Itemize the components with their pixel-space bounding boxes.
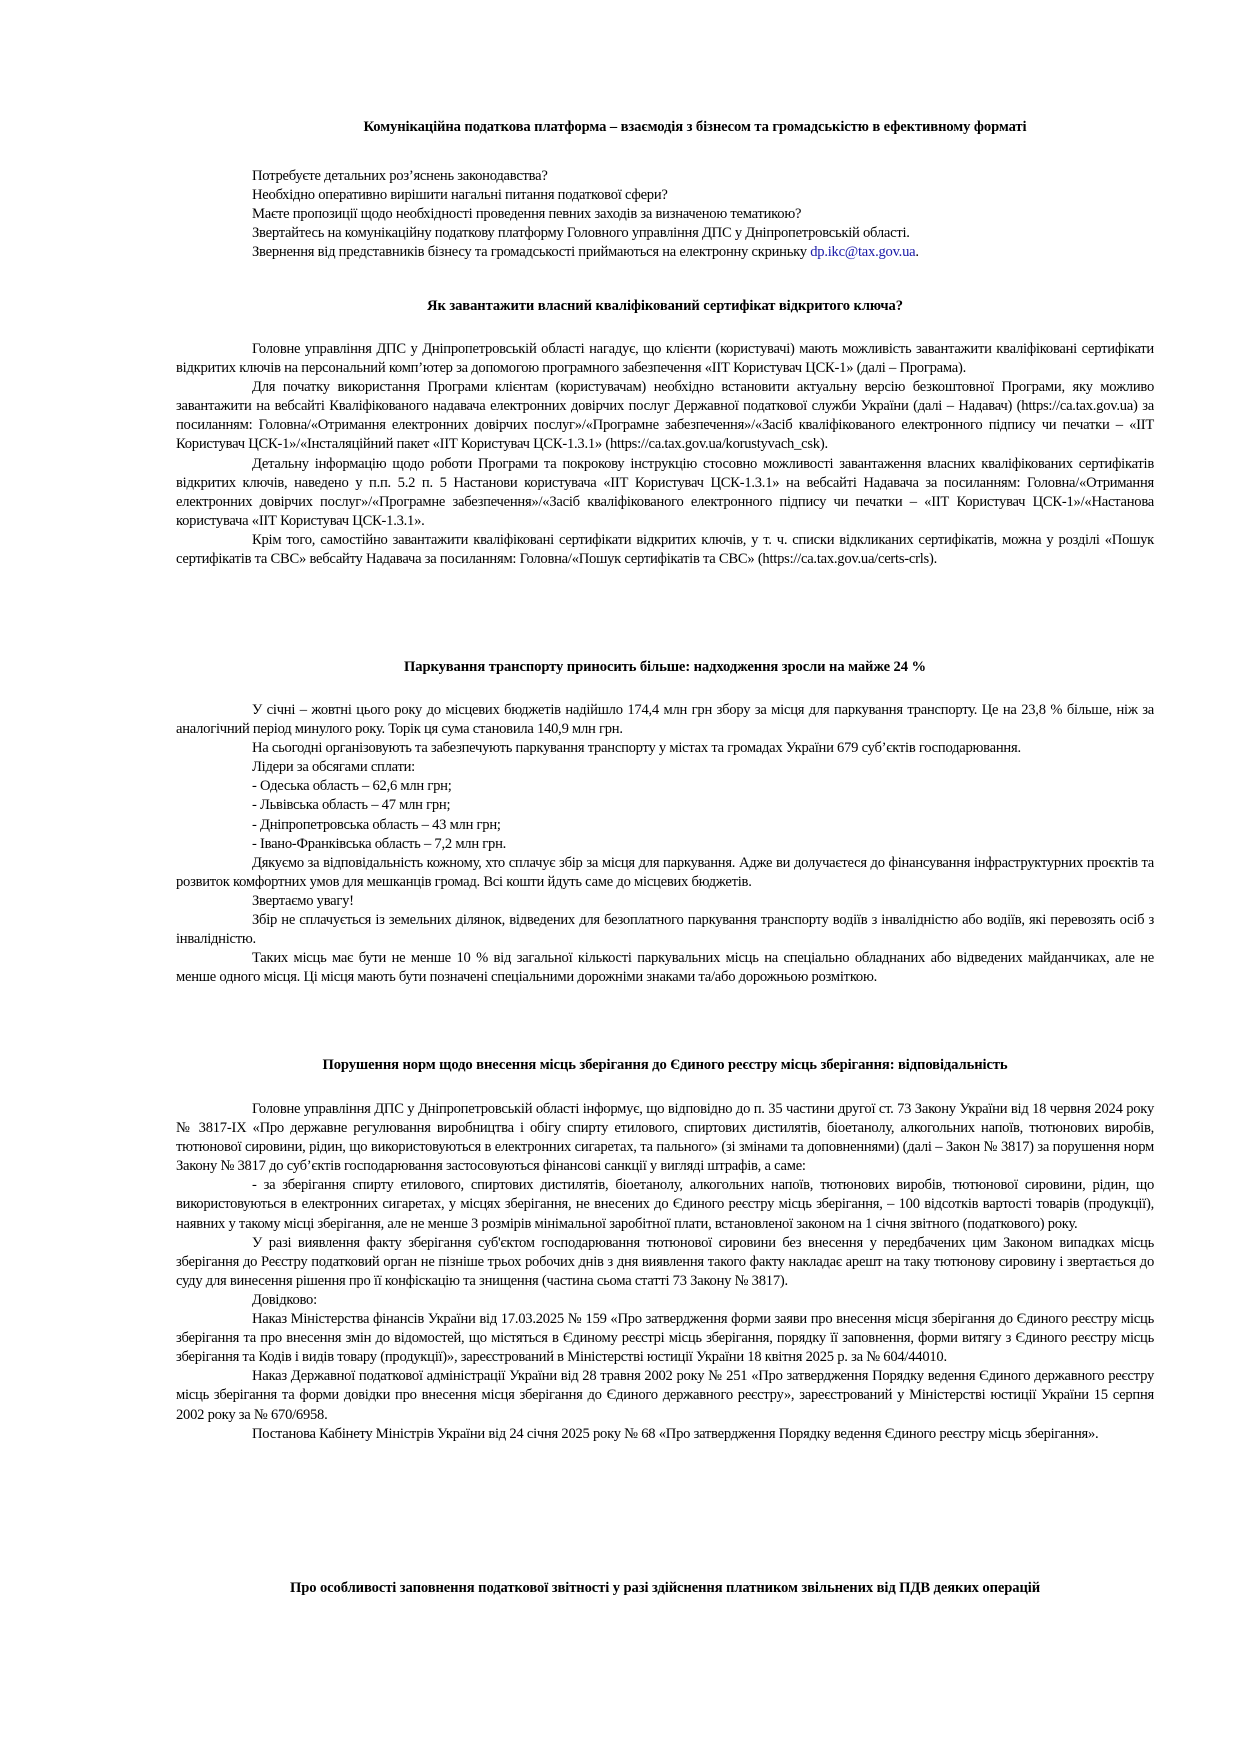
paragraph: Таких місць має бути не менше 10 % від загальної кількості паркувальних місць на спеціально обладнаних або відведених майданчиках, але не менше одного місця. Ці місця мають бути позначені спеціальними дорожніми знаками та/або дорожньою розміткою. — [176, 950, 1154, 986]
paragraph: - за зберігання спирту етилового, спиртових дистилятів, біоетанолу, алкогольних напоїв, тютюнових виробів, тютюнової сировини, рідин, що використовуються в електронних сигаретах, у місцях зберігання, не внесених до Єдиного реєстру місць зберігання, – 100 відсотків вартості товарів (продукції), наявних у такому місці зберігання, але не менше 3 розмірів мінімальної заробітної плати, встановленої законом на 1 січня звітного (податкового) року. — [176, 1177, 1154, 1232]
section-body-storage — [176, 1100, 1154, 1444]
leader-item: - Львівська область – 47 млн грн; — [252, 797, 451, 814]
paragraph: Для початку використання Програми клієнтам (користувачам) необхідно встановити актуальну версію безкоштовної Програми, яку можливо завантажити на вебсайті Кваліфікованого надавача електронних довірчих послуг Державної податкової служби України (далі – Надавач) (https://ca.tax.gov.ua) за посиланням: Головна/«Отримання електронних довірчих послуг»/«Програмне забезпечення»/«Засіб кваліфікованого електронного підпису чи печатки – «ІІТ Користувач ЦСК-1»/«Інсталяційний пакет «ІІТ Користувач ЦСК-1.3.1» (https://ca.tax.gov.ua/korustyvach_csk). — [176, 379, 1154, 453]
platform-intro — [176, 167, 1154, 262]
paragraph: Головне управління ДПС у Дніпропетровській області нагадує, що клієнти (користувачі) мають можливість завантажити кваліфіковані сертифікати відкритих ключів на персональний комп’ютер за допомогою програмного забезпечення «ІІТ Користувач ЦСК-1» (далі – Програма). — [176, 341, 1154, 377]
email-suffix: . — [915, 244, 919, 261]
leaders-label: Лідери за обсягами сплати: — [252, 759, 415, 776]
email-prefix: Звернення від представників бізнесу та громадськості приймаються на електронну скриньку — [252, 244, 811, 261]
paragraph: Наказ Державної податкової адміністрації України від 28 травня 2002 року № 251 «Про затвердження Порядку ведення Єдиного державного реєстру місць зберігання та форми довідки про внесення місця зберігання до Єдиного державного реєстру», зареєстрований у Міністерстві юстиції України 15 серпня 2002 року за № 670/6958. — [176, 1368, 1154, 1423]
intro-line: Необхідно оперативно вирішити нагальні питання податкової сфери? — [252, 187, 668, 204]
section-body-certificate — [176, 340, 1154, 569]
email-link[interactable]: dp.ikc@tax.gov.ua — [810, 244, 916, 261]
paragraph: Дякуємо за відповідальність кожному, хто сплачує збір за місця для паркування. Адже ви долучаєтеся до фінансування інфраструктурних проєктів та розвиток комфортних умов для мешканців громад. Всі кошти йдуть саме до місцевих бюджетів. — [176, 854, 1154, 890]
paragraph: Головне управління ДПС у Дніпропетровській області інформує, що відповідно до п. 35 частини другої ст. 73 Закону України від 18 червня 2024 року № 3817-ІХ «Про державне регулювання виробництва і обігу спирту етилового, спиртових дистилятів, біоетанолу, алкогольних напоїв, тютюнових виробів, тютюнової сировини, рідин, що використовуються в електронних сигаретах, та пального» (зі змінами та доповненнями) (далі – Закон № 3817) за порушення норм Закону № 3817 до суб’єктів господарювання застосовуються фінансові санкції у вигляді штрафів, а саме: — [176, 1101, 1154, 1175]
section-title-platform: Комунікаційна податкова платформа – взаємодія з бізнесом та громадськістю в ефективному форматі — [363, 119, 1027, 135]
paragraph: На сьогодні організовують та забезпечують паркування транспорту у містах та громадах України 679 суб’єктів господарювання. — [252, 740, 1021, 757]
paragraph: Крім того, самостійно завантажити кваліфіковані сертифікати відкритих ключів, у т. ч. списки відкликаних сертифікатів, можна у розділі «Пошук сертифікатів та СВС» вебсайту Надавача за посиланням: Головна/«Пошук сертифікатів та СВС» (https://ca.tax.gov.ua/certs-crls). — [176, 531, 1154, 568]
intro-line: Звертайтесь на комунікаційну податкову платформу Головного управління ДПС у Дніпропетровській області. — [252, 225, 910, 242]
leader-item: - Дніпропетровська область – 43 млн грн; — [252, 816, 501, 833]
intro-line: Маєте пропозиції щодо необхідності проведення певних заходів за визначеною тематикою? — [252, 206, 802, 223]
leader-item: - Одеська область – 62,6 млн грн; — [252, 778, 452, 795]
section-body-parking — [176, 701, 1154, 987]
paragraph: У січні – жовтні цього року до місцевих бюджетів надійшло 174,4 млн грн збору за місця для паркування транспорту. Це на 23,8 % більше, ніж за аналогічний період минулого року. Торік ця сума становила 140,9 млн грн. — [176, 702, 1154, 738]
section-title-storage: Порушення норм щодо внесення місць зберігання до Єдиного реєстру місць зберігання: відповідальність — [322, 1057, 1008, 1073]
leaders-list — [176, 758, 1154, 853]
paragraph: Довідково: — [252, 1291, 317, 1308]
paragraph: Детальну інформацію щодо роботи Програми та покрокову інструкцію стосовно можливості завантаження власних кваліфікованих сертифікатів відкритих ключів, наведено у п.п. 5.2 п. 5 Настанови користувача «ІІТ Користувач ЦСК-1.3.1» на вебсайті Надавача за посиланням: Головна/«Отримання електронних довірчих послуг»/«Програмне забезпечення»/«Засіб кваліфікованого електронного підпису чи печатки – «ІІТ Користувач ЦСК-1»/«Настанова користувача «ІІТ Користувач ЦСК-1.3.1». — [176, 455, 1154, 529]
paragraph: Постанова Кабінету Міністрів України від 24 січня 2025 року № 68 «Про затвердження Порядку ведення Єдиного реєстру місць зберігання». — [252, 1425, 1099, 1442]
paragraph: У разі виявлення факту зберігання суб'єктом господарювання тютюнової сировини без внесення у передбачених цим Законом випадках місць зберігання до Реєстру податковий орган не пізніше трьох робочих днів з дня виявлення такого факту накладає арешт на таку тютюнову сировину і звертається до суду для винесення рішення про її конфіскацію та знищення (частина сьома статті 73 Закону № 3817). — [176, 1234, 1154, 1289]
intro-line-email — [252, 243, 1154, 262]
section-title-parking: Паркування транспорту приносить більше: надходження зросли на майже 24 % — [404, 659, 926, 675]
leader-item: - Івано-Франківська область – 7,2 млн грн. — [252, 835, 507, 852]
section-title-certificate: Як завантажити власний кваліфікований сертифікат відкритого ключа? — [427, 298, 903, 314]
paragraph: Звертаємо увагу! — [252, 892, 354, 909]
paragraph: Наказ Міністерства фінансів України від 17.03.2025 № 159 «Про затвердження форми заяви про внесення місця зберігання до Єдиного реєстру місць зберігання та про внесення змін до відомостей, що містяться в Єдиному реєстрі місць зберігання, порядку її заповнення, форми витягу з Єдиного реєстру місць зберігання та Кодів і видів товару (продукції)», зареєстрований в Міністерстві юстиції України 18 квітня 2025 р. за № 604/44010. — [176, 1311, 1154, 1366]
section-title-vat: Про особливості заповнення податкової звітності у разі здійснення платником звільнених від ПДВ деяких операцій — [289, 1580, 1041, 1596]
intro-line: Потребуєте детальних роз’яснень законодавства? — [252, 168, 548, 184]
paragraph: Збір не сплачується із земельних ділянок, відведених для безоплатного паркування транспорту водіїв з інвалідністю або водіїв, які перевозять осіб з інвалідністю. — [176, 912, 1154, 948]
